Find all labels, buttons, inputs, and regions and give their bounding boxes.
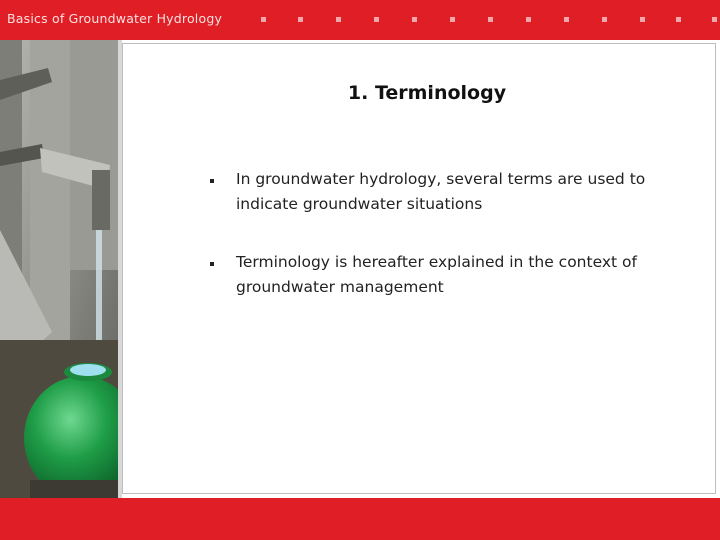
bullet-marker — [210, 262, 214, 266]
header-dot — [602, 17, 607, 22]
header-dot — [526, 17, 531, 22]
header-dot — [336, 17, 341, 22]
header-dot — [564, 17, 569, 22]
header-dot — [712, 17, 717, 22]
handpump-photo-graphic — [0, 40, 120, 498]
bullet-item: Terminology is hereafter explained in the context of groundwater management — [236, 253, 637, 296]
header-dot — [374, 17, 379, 22]
bullet-marker — [210, 179, 214, 183]
header-bar — [0, 0, 720, 40]
header-dot — [298, 17, 303, 22]
slide-title: 1. Terminology — [347, 82, 507, 104]
header-dot — [640, 17, 645, 22]
header-dot — [412, 17, 417, 22]
header-dot — [676, 17, 681, 22]
handpump-photo — [0, 40, 120, 498]
header-dot — [488, 17, 493, 22]
bullet-item: In groundwater hydrology, several terms are used to indicate groundwater situations — [236, 170, 646, 213]
presentation-title: Basics of Groundwater Hydrology — [7, 11, 223, 26]
header-dot — [261, 17, 266, 22]
footer-bar — [0, 498, 720, 540]
header-dot — [450, 17, 455, 22]
